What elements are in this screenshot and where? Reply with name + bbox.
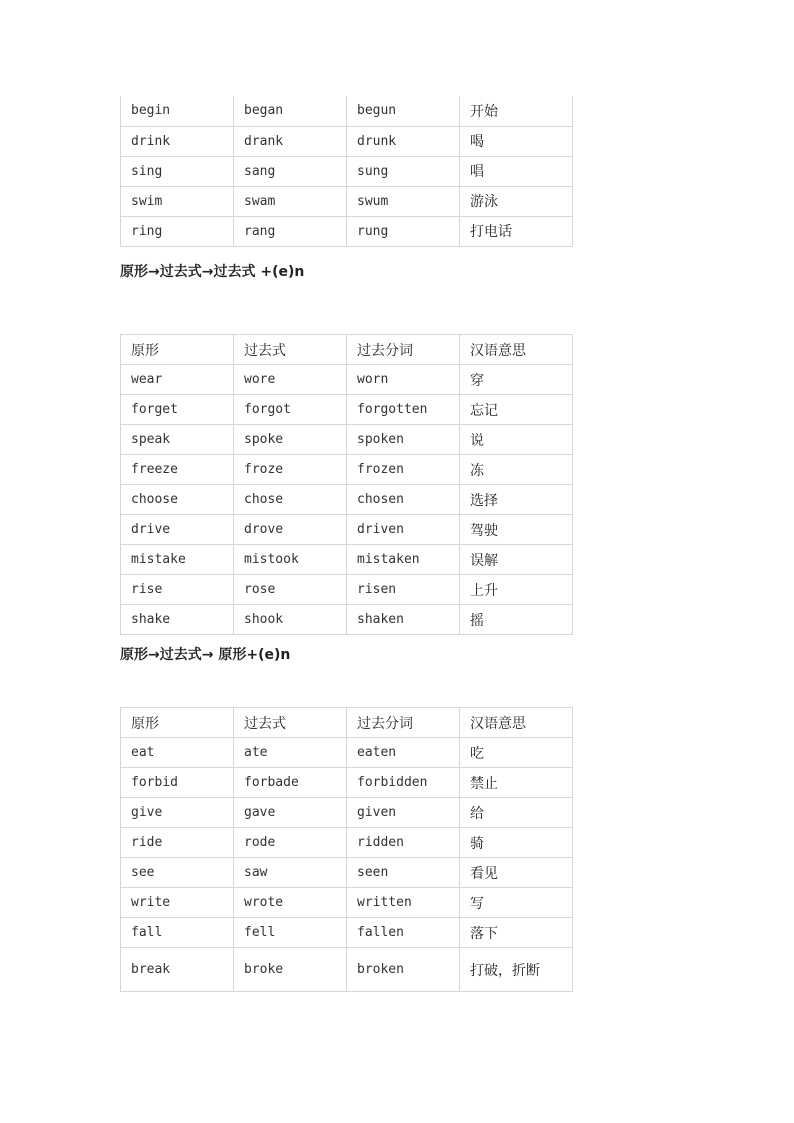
chinese-meaning-cell: 选择	[460, 485, 573, 515]
chinese-meaning-cell: 上升	[460, 575, 573, 605]
verb-table-3	[120, 707, 573, 992]
table-row	[121, 126, 573, 156]
past-participle-cell: driven	[347, 515, 460, 545]
header-past-tense: 过去式	[234, 335, 347, 365]
chinese-meaning-cell: 落下	[460, 918, 573, 948]
table-row	[121, 455, 573, 485]
base-form-cell: rise	[121, 575, 234, 605]
table-row	[121, 858, 573, 888]
base-form-cell: write	[121, 888, 234, 918]
base-form-cell: speak	[121, 425, 234, 455]
chinese-meaning-cell: 摇	[460, 605, 573, 635]
past-participle-cell: rung	[347, 216, 460, 246]
past-tense-cell: spoke	[234, 425, 347, 455]
chinese-meaning-cell: 打电话	[460, 216, 573, 246]
past-tense-cell: wrote	[234, 888, 347, 918]
chinese-meaning-cell: 禁止	[460, 768, 573, 798]
header-past-tense: 过去式	[234, 708, 347, 738]
base-form-cell: wear	[121, 365, 234, 395]
chinese-meaning-cell: 写	[460, 888, 573, 918]
table-row	[121, 948, 573, 992]
chinese-meaning-cell: 开始	[460, 96, 573, 126]
past-participle-cell: forgotten	[347, 395, 460, 425]
base-form-cell: forget	[121, 395, 234, 425]
base-form-cell: ride	[121, 828, 234, 858]
table-row	[121, 828, 573, 858]
past-tense-cell: gave	[234, 798, 347, 828]
table-row	[121, 96, 573, 126]
chinese-meaning-cell: 吃	[460, 738, 573, 768]
verb-table-2	[120, 334, 573, 635]
base-form-cell: forbid	[121, 768, 234, 798]
chinese-meaning-cell: 误解	[460, 545, 573, 575]
base-form-cell: drive	[121, 515, 234, 545]
past-participle-cell: sung	[347, 156, 460, 186]
base-form-cell: break	[121, 948, 234, 992]
chinese-meaning-cell: 喝	[460, 126, 573, 156]
past-participle-cell: fallen	[347, 918, 460, 948]
past-tense-cell: shook	[234, 605, 347, 635]
chinese-meaning-cell: 忘记	[460, 395, 573, 425]
past-tense-cell: swam	[234, 186, 347, 216]
base-form-cell: see	[121, 858, 234, 888]
base-form-cell: fall	[121, 918, 234, 948]
past-tense-cell: began	[234, 96, 347, 126]
base-form-cell: begin	[121, 96, 234, 126]
table-row	[121, 156, 573, 186]
header-base-form: 原形	[121, 335, 234, 365]
past-participle-cell: spoken	[347, 425, 460, 455]
table-row	[121, 515, 573, 545]
past-participle-cell: swum	[347, 186, 460, 216]
past-participle-cell: risen	[347, 575, 460, 605]
table-row	[121, 768, 573, 798]
chinese-meaning-cell: 骑	[460, 828, 573, 858]
table-row	[121, 186, 573, 216]
base-form-cell: shake	[121, 605, 234, 635]
table-row	[121, 918, 573, 948]
chinese-meaning-cell: 游泳	[460, 186, 573, 216]
base-form-cell: ring	[121, 216, 234, 246]
past-tense-cell: rose	[234, 575, 347, 605]
past-participle-cell: worn	[347, 365, 460, 395]
base-form-cell: drink	[121, 126, 234, 156]
chinese-meaning-cell: 给	[460, 798, 573, 828]
past-tense-cell: ate	[234, 738, 347, 768]
base-form-cell: give	[121, 798, 234, 828]
table-row	[121, 575, 573, 605]
table-header-row	[121, 708, 573, 738]
past-tense-cell: saw	[234, 858, 347, 888]
table-row	[121, 395, 573, 425]
table-row	[121, 216, 573, 246]
base-form-cell: swim	[121, 186, 234, 216]
past-participle-cell: drunk	[347, 126, 460, 156]
base-form-cell: freeze	[121, 455, 234, 485]
past-tense-cell: mistook	[234, 545, 347, 575]
past-tense-cell: chose	[234, 485, 347, 515]
section-heading: 原形→过去式→ 原形+(e)n	[120, 647, 291, 663]
base-form-cell: mistake	[121, 545, 234, 575]
table-row	[121, 485, 573, 515]
table-row	[121, 545, 573, 575]
past-tense-cell: sang	[234, 156, 347, 186]
past-tense-cell: fell	[234, 918, 347, 948]
base-form-cell: eat	[121, 738, 234, 768]
past-tense-cell: forbade	[234, 768, 347, 798]
verb-table-1	[120, 96, 573, 247]
base-form-cell: choose	[121, 485, 234, 515]
header-past-participle: 过去分词	[347, 708, 460, 738]
table-row	[121, 798, 573, 828]
past-participle-cell: shaken	[347, 605, 460, 635]
past-participle-cell: ridden	[347, 828, 460, 858]
past-participle-cell: eaten	[347, 738, 460, 768]
past-participle-cell: begun	[347, 96, 460, 126]
base-form-cell: sing	[121, 156, 234, 186]
chinese-meaning-cell: 看见	[460, 858, 573, 888]
header-past-participle: 过去分词	[347, 335, 460, 365]
past-participle-cell: written	[347, 888, 460, 918]
chinese-meaning-cell: 打破，折断	[460, 948, 573, 992]
table-row	[121, 888, 573, 918]
past-participle-cell: frozen	[347, 455, 460, 485]
table-row	[121, 738, 573, 768]
table-row	[121, 425, 573, 455]
past-participle-cell: chosen	[347, 485, 460, 515]
past-tense-cell: rang	[234, 216, 347, 246]
past-participle-cell: mistaken	[347, 545, 460, 575]
table-header-row	[121, 335, 573, 365]
past-participle-cell: forbidden	[347, 768, 460, 798]
chinese-meaning-cell: 唱	[460, 156, 573, 186]
chinese-meaning-cell: 驾驶	[460, 515, 573, 545]
past-tense-cell: wore	[234, 365, 347, 395]
header-chinese-meaning: 汉语意思	[460, 335, 573, 365]
table-row	[121, 605, 573, 635]
past-participle-cell: broken	[347, 948, 460, 992]
table-row	[121, 365, 573, 395]
past-tense-cell: broke	[234, 948, 347, 992]
header-base-form: 原形	[121, 708, 234, 738]
past-tense-cell: drank	[234, 126, 347, 156]
section-heading: 原形→过去式→过去式 +(e)n	[120, 264, 305, 280]
chinese-meaning-cell: 穿	[460, 365, 573, 395]
past-participle-cell: seen	[347, 858, 460, 888]
past-tense-cell: forgot	[234, 395, 347, 425]
past-participle-cell: given	[347, 798, 460, 828]
header-chinese-meaning: 汉语意思	[460, 708, 573, 738]
past-tense-cell: rode	[234, 828, 347, 858]
past-tense-cell: drove	[234, 515, 347, 545]
past-tense-cell: froze	[234, 455, 347, 485]
chinese-meaning-cell: 冻	[460, 455, 573, 485]
chinese-meaning-cell: 说	[460, 425, 573, 455]
